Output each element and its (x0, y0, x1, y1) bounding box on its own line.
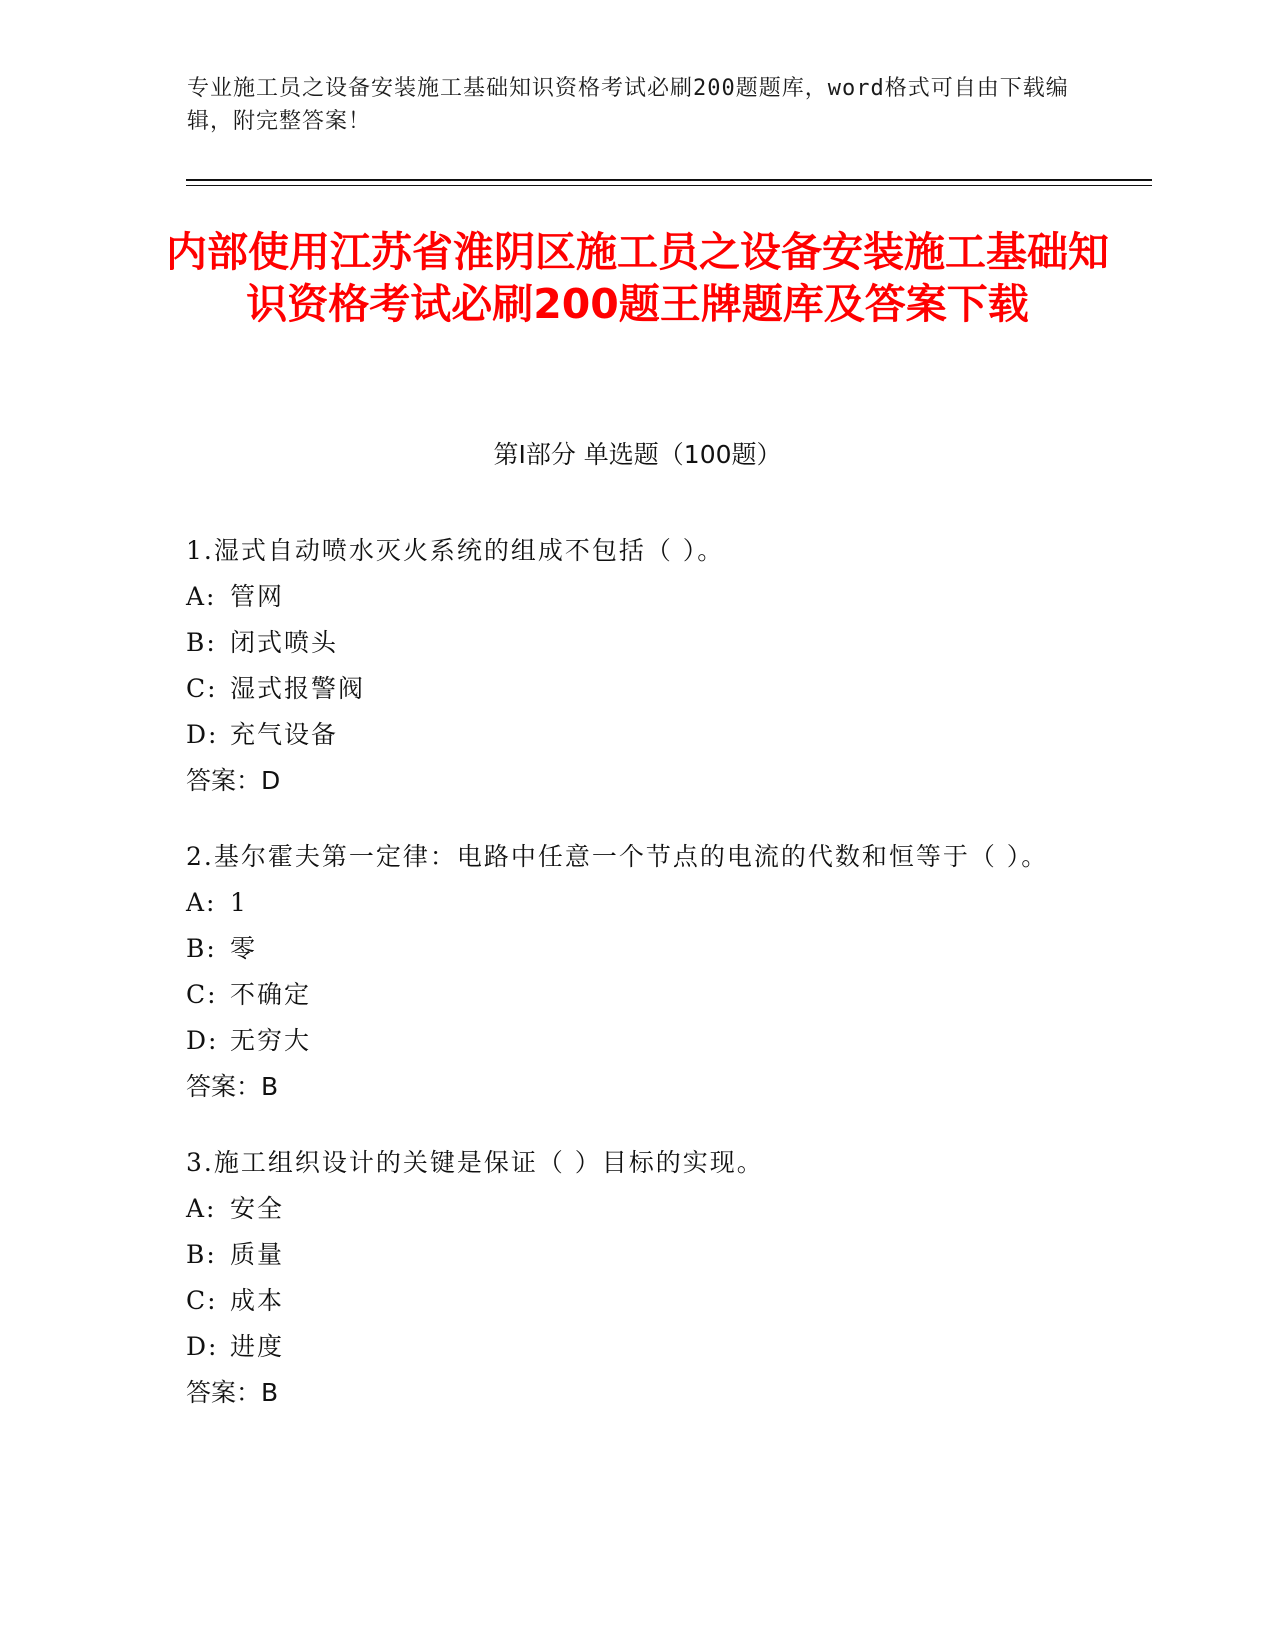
option-b (186, 926, 1066, 972)
option-letter: D: (186, 720, 219, 749)
option-letter: A: (186, 888, 217, 917)
option-c (186, 666, 1066, 712)
option-text: 质量 (230, 1240, 285, 1269)
question-stem: 3.施工组织设计的关键是保证（ ）目标的实现。 (186, 1148, 764, 1177)
option-d (186, 1018, 1066, 1064)
option-text: 不确定 (230, 980, 312, 1009)
answer-line: 答案：B (186, 1072, 279, 1101)
header-note: 专业施工员之设备安装施工基础知识资格考试必刷200题题库，word格式可自由下载编辑，附完整答案！ (187, 76, 1069, 134)
option-d (186, 712, 1066, 758)
option-text: 湿式报警阀 (230, 674, 366, 703)
option-text: 成本 (230, 1286, 285, 1315)
option-text: 无穷大 (230, 1026, 312, 1055)
question-3 (186, 1140, 1066, 1416)
option-a (186, 574, 1066, 620)
option-a (186, 880, 1066, 926)
header-divider-thick (186, 179, 1152, 181)
answer-line: 答案：D (186, 766, 281, 795)
option-letter: C: (186, 980, 218, 1009)
option-a (186, 1186, 1066, 1232)
section-heading: 第Ⅰ部分 单选题（100题） (493, 440, 782, 469)
question-stem: 2.基尔霍夫第一定律：电路中任意一个节点的电流的代数和恒等于（ ）。 (186, 842, 1049, 871)
document-title: 内部使用江苏省淮阴区施工员之设备安装施工基础知识资格考试必刷200题王牌题库及答案下载 (166, 228, 1109, 328)
option-text: 零 (230, 934, 258, 963)
question-list (186, 528, 1066, 1446)
option-text: 闭式喷头 (230, 628, 339, 657)
question-1 (186, 528, 1066, 804)
option-b (186, 1232, 1066, 1278)
option-letter: B: (186, 628, 217, 657)
option-d (186, 1324, 1066, 1370)
answer-line: 答案：B (186, 1378, 279, 1407)
option-text: 管网 (230, 582, 285, 611)
option-text: 1 (230, 888, 248, 917)
option-text: 安全 (230, 1194, 285, 1223)
header-divider-thin (186, 185, 1152, 186)
option-letter: D: (186, 1026, 219, 1055)
option-text: 进度 (230, 1332, 285, 1361)
option-letter: A: (186, 1194, 217, 1223)
option-letter: C: (186, 674, 218, 703)
option-letter: B: (186, 934, 217, 963)
question-2 (186, 834, 1066, 1110)
option-letter: D: (186, 1332, 219, 1361)
option-c (186, 972, 1066, 1018)
option-b (186, 620, 1066, 666)
option-letter: A: (186, 582, 217, 611)
option-c (186, 1278, 1066, 1324)
option-text: 充气设备 (230, 720, 339, 749)
option-letter: C: (186, 1286, 218, 1315)
option-letter: B: (186, 1240, 217, 1269)
question-stem: 1.湿式自动喷水灭火系统的组成不包括（ ）。 (186, 536, 725, 565)
